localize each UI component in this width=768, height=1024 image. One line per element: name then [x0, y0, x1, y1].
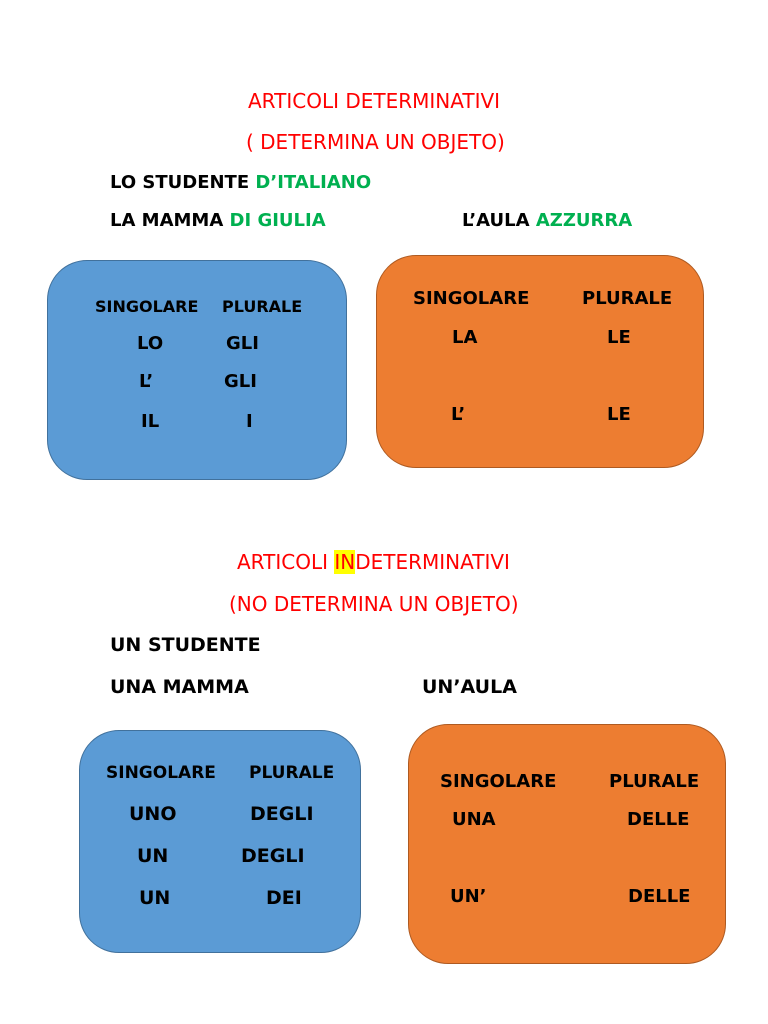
plurale-header: PLURALE [582, 288, 673, 309]
plurale-cell: LE [607, 327, 631, 348]
singolare-cell: UN [137, 845, 169, 867]
indeterminativi-title [237, 550, 510, 574]
example-highlight: D’ITALIANO [255, 172, 372, 193]
plurale-cell: GLI [224, 371, 257, 392]
singolare-cell: LA [452, 327, 478, 348]
singolare-header: SINGOLARE [413, 288, 530, 309]
example-text: LA MAMMA [110, 210, 224, 231]
example-lo-studente [110, 172, 371, 193]
plurale-cell: DELLE [628, 886, 691, 907]
plurale-header: PLURALE [222, 297, 303, 316]
singolare-cell: L’ [139, 371, 154, 392]
indeterminativi-masculine-box [79, 730, 361, 953]
singolare-header: SINGOLARE [95, 297, 199, 316]
example-una-mamma: UNA MAMMA [110, 676, 249, 698]
example-l-aula [462, 210, 632, 231]
indeterminativi-subtitle: (NO DETERMINA UN OBJETO) [229, 592, 519, 616]
indeterminativi-feminine-box [408, 724, 726, 964]
example-text: LO STUDENTE [110, 172, 250, 193]
plurale-cell: DEGLI [241, 845, 305, 867]
plurale-header: PLURALE [609, 771, 700, 792]
singolare-header: SINGOLARE [106, 763, 216, 783]
determinativi-title: ARTICOLI DETERMINATIVI [248, 89, 501, 113]
example-la-mamma [110, 210, 326, 231]
determinativi-feminine-box [376, 255, 704, 468]
plurale-cell: I [246, 411, 253, 432]
example-un-aula: UN’AULA [422, 676, 517, 698]
plurale-cell: DEI [266, 887, 302, 909]
plurale-cell: DEGLI [250, 803, 314, 825]
title-prefix-highlight: IN [334, 550, 356, 574]
plurale-cell: DELLE [627, 809, 690, 830]
singolare-cell: UNA [452, 809, 496, 830]
plurale-cell: GLI [226, 333, 259, 354]
singolare-cell: UN [139, 887, 171, 909]
singolare-cell: UN’ [450, 886, 487, 907]
singolare-cell: IL [141, 411, 160, 432]
determinativi-subtitle: ( DETERMINA UN OBJETO) [246, 130, 505, 154]
singolare-cell: UNO [129, 803, 177, 825]
singolare-cell: L’ [451, 404, 466, 425]
singolare-cell: LO [137, 333, 164, 354]
example-highlight: DI GIULIA [229, 210, 326, 231]
title-text: DETERMINATIVI [355, 550, 510, 574]
determinativi-masculine-box [47, 260, 347, 480]
plurale-header: PLURALE [249, 763, 335, 783]
singolare-header: SINGOLARE [440, 771, 557, 792]
example-highlight: AZZURRA [535, 210, 633, 231]
plurale-cell: LE [607, 404, 631, 425]
title-text: ARTICOLI [237, 550, 335, 574]
example-un-studente: UN STUDENTE [110, 634, 261, 656]
example-text: L’AULA [462, 210, 530, 231]
